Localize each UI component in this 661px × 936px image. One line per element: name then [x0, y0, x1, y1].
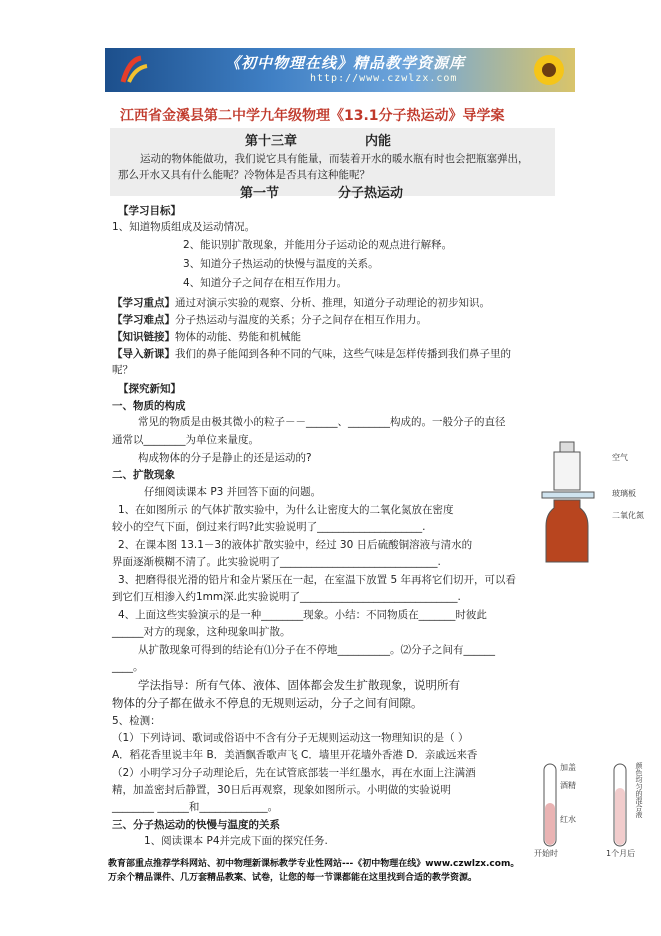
intro-line-2: 那么开水又具有什么能呢？冷物体是否具有这种能呢？: [118, 169, 370, 181]
part2-line-8: 4、上面这些实验演示的是一种________现象。小结：不同物质在_______时彼此: [118, 609, 487, 621]
knowledge-link: [112, 330, 301, 344]
gas-diffusion-bottles-icon: [532, 440, 602, 570]
chapter-name: 内能: [365, 134, 392, 149]
part2-heading: 二、扩散现象: [112, 469, 175, 481]
difficulty-heading: 【学习难点】: [112, 314, 175, 326]
part2-line-10: 从扩散现象可得到的结论有⑴分子在不停地__________。⑵分子之间有______: [138, 644, 495, 656]
explore-heading: 【探究新知】: [118, 383, 181, 395]
part1-line-1: 常见的物质是由极其微小的粒子－－______、________构成的。一般分子的直径: [138, 416, 506, 428]
figure2-cap-label: 加盖: [560, 763, 576, 772]
key-point-text: 通过对演示实验的观察、分析、推理，知道分子动理论的初步知识。: [175, 297, 490, 309]
part2-line-11: ____。: [112, 661, 144, 673]
figure1-air-label: 空气: [612, 453, 628, 462]
section-name: 分子热运动: [338, 186, 404, 201]
lead-in: [112, 347, 511, 361]
figure2-ink-label: 红水: [560, 815, 576, 824]
intro-line-1: 运动的物体能做功，我们说它具有能量，而装着开水的暖水瓶有时也会把瓶塞弹出，: [140, 153, 529, 165]
difficulty: [112, 313, 427, 327]
footer-line-2: 万余个精品课件、几万套精品教案、试卷，让您的每一节课都能在这里找到合适的教学资源。: [108, 873, 478, 883]
figure2-alcohol-label: 酒精: [560, 781, 576, 790]
check-q2-line-1: （2）小明学习分子动理论后，先在试管底部装一半红墨水，再在水面上注满酒: [112, 767, 476, 779]
figure2-day30-label: 1个月后: [606, 849, 636, 858]
figure2-side-label: 颜色均匀的混合液: [635, 762, 643, 818]
difficulty-text: 分子热运动与温度的关系；分子之间存在相互作用力。: [175, 314, 427, 326]
part2-line-9: ______对方的现象，这种现象叫扩散。: [112, 626, 291, 638]
guide-line-1: 学法指导：所有气体、液体、固体都会发生扩散现象，说明所有: [138, 678, 460, 692]
footer-line-1: 教育部重点推荐学科网站、初中物理新课标教学专业性网站---《初中物理在线》www.czwlzx.com。: [108, 859, 520, 869]
test-tube-figure: [530, 758, 655, 858]
check-q2-line-2: 精，加盖密封后静置，30日后再观察，现象如图所示。小明做的实验说明: [112, 784, 451, 796]
part2-line-1: 仔细阅读课本 P3 并回答下面的问题。: [144, 486, 322, 498]
gas-diffusion-figure: [532, 440, 652, 570]
part1-heading: 一、物质的构成: [112, 400, 186, 412]
part2-line-3: 较小的空气下面，倒过来行吗?此实验说明了____________________.: [112, 521, 426, 533]
goal-3: 3、知道分子热运动的快慢与温度的关系。: [183, 258, 379, 270]
key-point: [112, 296, 490, 310]
banner-url[interactable]: http://www.czwlzx.com: [310, 73, 458, 84]
part2-line-5: 界面逐渐模糊不清了。此实验说明了______________________________.: [112, 556, 441, 568]
part2-line-6: 3、把磨得很光滑的铅片和金片紧压在一起，在室温下放置 5 年再将它们切开，可以看: [118, 574, 517, 586]
key-point-heading: 【学习重点】: [112, 297, 175, 309]
section-number: 第一节: [240, 186, 280, 201]
site-logo-icon: [119, 54, 151, 86]
part3-line: 1、阅读课本 P4并完成下面的探究任务.: [144, 835, 328, 847]
part2-line-2: 1、在如图所示 的气体扩散实验中，为什么让密度大的二氧化氮放在密度: [118, 504, 454, 516]
site-banner: [105, 48, 575, 92]
check-q2-line-3: ________ ______和_____________。: [112, 801, 279, 813]
knowledge-link-text: 物体的动能、势能和机械能: [175, 331, 301, 343]
check-q1-options: A．稻花香里说丰年 B．美酒飘香歌声飞 C．墙里开花墙外香港 D．亲戚远来香: [112, 749, 478, 761]
document-title: 江西省金溪县第二中学九年级物理《13.1分子热运动》导学案: [120, 108, 505, 124]
lead-in-text-2: 呢？: [112, 364, 133, 376]
figure1-glass-label: 玻璃板: [612, 489, 636, 498]
goal-4: 4、知道分子之间存在相互作用力。: [183, 277, 348, 289]
check-q1: （1）下列诗词、歌词或俗语中不含有分子无规则运动这一物理知识的是（ ）: [112, 732, 469, 744]
lead-in-heading: 【导入新课】: [112, 348, 175, 360]
part3-heading: 三、分子热运动的快慢与温度的关系: [112, 819, 280, 831]
banner-title: 《初中物理在线》精品教学资源库: [225, 54, 466, 72]
part2-line-4: 2、在课本图 13.1－3的液体扩散实验中，经过 30 日后硫酸铜溶液与清水的: [118, 539, 473, 551]
chapter-number: 第十三章: [245, 134, 298, 149]
goals-heading: 【学习目标】: [118, 205, 181, 217]
goal-1: 1、知道物质组成及运动情况。: [112, 221, 256, 233]
guide-line-2: 物体的分子都在做永不停息的无规则运动，分子之间有间隙。: [112, 696, 423, 710]
figure1-no2-label: 二氧化氮: [612, 511, 644, 520]
part1-line-2: 通常以________为单位来量度。: [112, 434, 259, 446]
check-heading: 5、检测：: [112, 715, 161, 727]
part1-line-3: 构成物体的分子是静止的还是运动的?: [138, 452, 312, 464]
figure2-day0-label: 开始时: [534, 849, 558, 858]
knowledge-link-heading: 【知识链接】: [112, 331, 175, 343]
goal-2: 2、能识别扩散现象，并能用分子运动论的观点进行解释。: [183, 239, 453, 251]
part2-line-7: 到它们互相渗入约1mm深.此实验说明了______________________________.: [112, 591, 461, 603]
lead-in-text: 我们的鼻子能闻到各种不同的气味，这些气味是怎样传播到我们鼻子里的: [175, 348, 511, 360]
sunflower-icon: [529, 51, 569, 89]
